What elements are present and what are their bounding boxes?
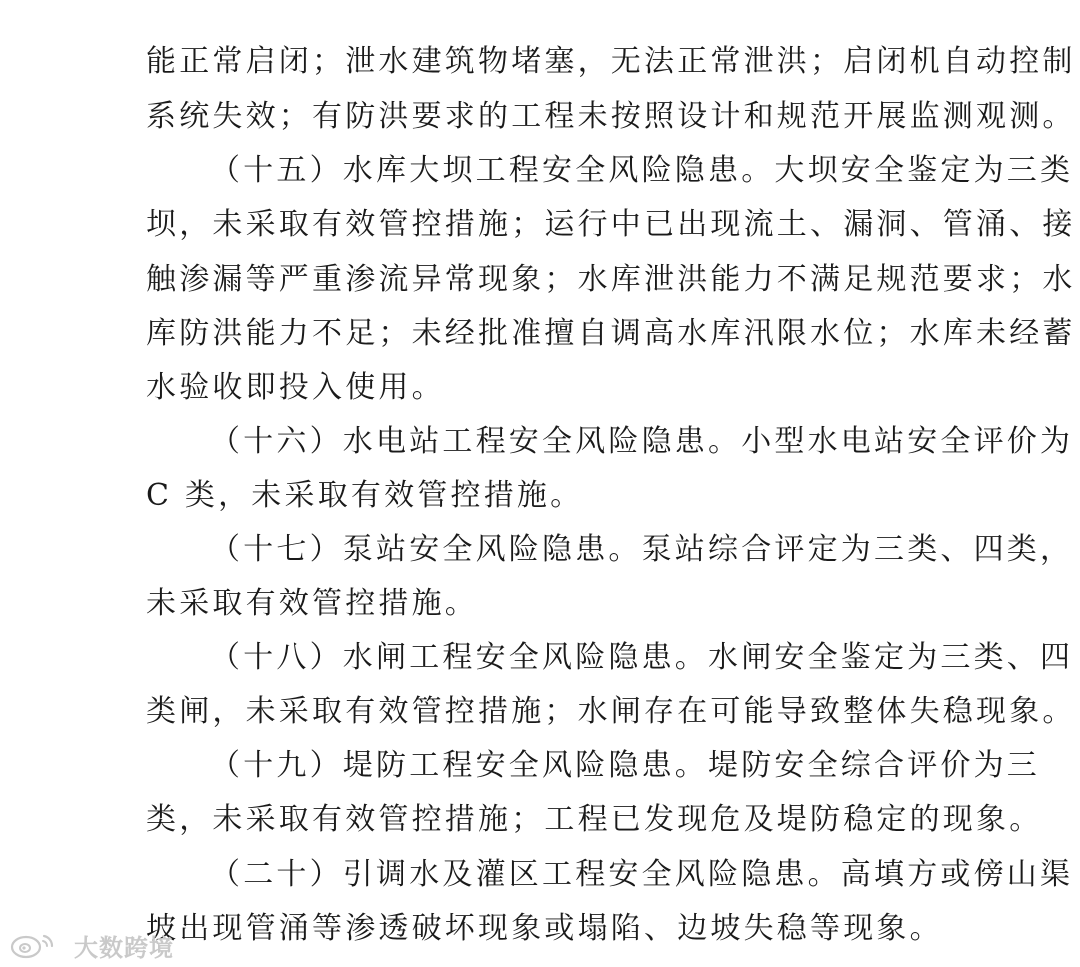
text-line: C 类，未采取有效管控措施。 — [146, 478, 584, 513]
text-line: 类，未采取有效管控措施；工程已发现危及堤防稳定的现象。 — [146, 802, 1043, 837]
text-line: （十九）堤防工程安全风险隐患。堤防安全综合评价为三 — [210, 748, 1040, 783]
text-line: 能正常启闭；泄水建筑物堵塞，无法正常泄洪；启闭机自动控制 — [146, 44, 1076, 79]
text-line: 库防洪能力不足；未经批准擅自调高水库汛限水位；水库未经蓄 — [146, 316, 1076, 351]
text-line: （十七）泵站安全风险隐患。泵站综合评定为三类、四类， — [210, 532, 1074, 567]
weibo-logo-icon — [8, 930, 68, 960]
text-line: 触渗漏等严重渗流异常现象；水库泄洪能力不满足规范要求；水 — [146, 262, 1076, 297]
text-line: （十六）水电站工程安全风险隐患。小型水电站安全评价为 — [210, 424, 1074, 459]
text-line: 系统失效；有防洪要求的工程未按照设计和规范开展监测观测。 — [146, 99, 1076, 134]
text-line: （二十）引调水及灌区工程安全风险隐患。高填方或傍山渠 — [210, 857, 1074, 892]
text-line: 坡出现管涌等渗透破坏现象或塌陷、边坡失稳等现象。 — [146, 911, 943, 946]
text-line: 未采取有效管控措施。 — [146, 586, 478, 621]
watermark-text: 大数跨境 — [74, 933, 174, 962]
text-line: （十五）水库大坝工程安全风险隐患。大坝安全鉴定为三类 — [210, 153, 1074, 188]
text-line: 水验收即投入使用。 — [146, 370, 445, 405]
watermark — [8, 928, 174, 962]
text-line: （十八）水闸工程安全风险隐患。水闸安全鉴定为三类、四 — [210, 640, 1074, 675]
text-line: 坝，未采取有效管控措施；运行中已出现流土、漏洞、管涌、接 — [146, 207, 1076, 242]
text-line: 类闸，未采取有效管控措施；水闸存在可能导致整体失稳现象。 — [146, 694, 1076, 729]
